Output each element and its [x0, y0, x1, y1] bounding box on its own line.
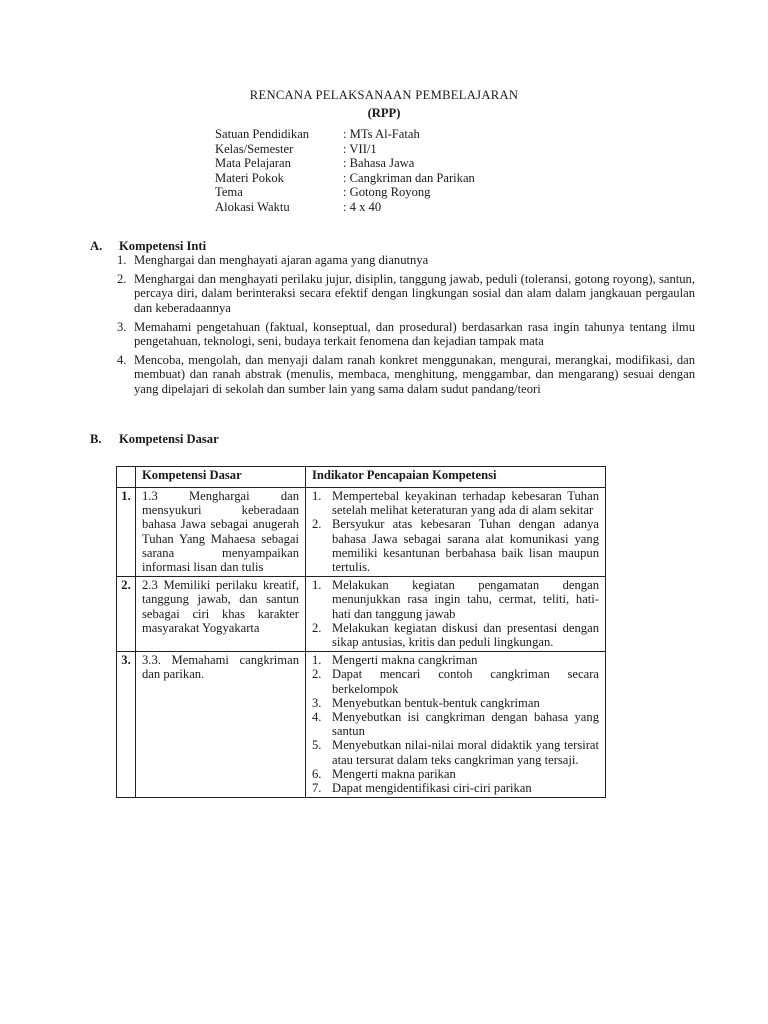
kd-cell: 3.3. Memahami cangkriman dan parikan. [136, 652, 306, 798]
identity-label: Materi Pokok [215, 170, 284, 185]
list-item [117, 253, 695, 267]
list-item [117, 353, 695, 396]
indicator-number: 2. [312, 620, 322, 635]
indicator-number: 5. [312, 738, 322, 753]
identity-value: : Gotong Royong [343, 185, 431, 199]
indicator-cell [306, 488, 606, 577]
indicator-number: 1. [312, 578, 322, 593]
indicator-number: 4. [312, 710, 322, 725]
identity-value: : MTs Al-Fatah [343, 127, 420, 141]
identity-row [215, 185, 475, 200]
indicator-text: Menyebutkan bentuk-bentuk cangkriman [332, 695, 540, 710]
indicator-item [312, 767, 599, 781]
indicator-text: Mempertebal keyakinan terhadap kebesaran Tuhan setelah melihat keteraturan yang ada di alam sekitar [332, 489, 599, 518]
indicator-number: 2. [312, 517, 322, 532]
list-item-text: Menghargai dan menghayati perilaku jujur, disiplin, tanggung jawab, peduli (toleransi, gotong royong), santun, percaya diri, dalam berinteraksi secara efektif dengan lingkungan sosial dan alam dalam jangkauan pergaulan dan keberadaannya [134, 271, 695, 315]
identity-row [215, 142, 475, 157]
indicator-text: Dapat mencari contoh cangkriman secara berkelompok [332, 667, 599, 696]
list-item-text: Memahami pengetahuan (faktual, konseptual, dan prosedural) berdasarkan rasa ingin tahunya tentang ilmu pengetahuan, teknologi, seni, budaya terkait fenomena dan kejadian tampak mata [134, 319, 695, 349]
table-header-cell-number [117, 467, 136, 488]
indicator-number: 6. [312, 766, 322, 781]
section-a-title: Kompetensi Inti [119, 239, 207, 253]
kompetensi-inti-list [117, 253, 695, 401]
indicator-text: Mengerti makna parikan [332, 766, 456, 781]
indicator-text: Mengerti makna cangkriman [332, 653, 478, 668]
list-item-number: 4. [117, 352, 127, 367]
table-header-row [117, 467, 606, 488]
identity-block [215, 127, 475, 214]
indicator-item [312, 696, 599, 710]
section-b-letter: B. [90, 432, 102, 446]
indicator-item [312, 667, 599, 695]
document-subtitle: (RPP) [367, 106, 401, 120]
list-item-number: 1. [117, 253, 127, 267]
indicator-number: 2. [312, 667, 322, 682]
identity-value: : 4 x 40 [343, 199, 382, 214]
indicator-item [312, 489, 599, 517]
identity-row [215, 200, 475, 215]
table-row [117, 488, 606, 577]
list-item-text: Menghargai dan menghayati ajaran agama yang dianutnya [134, 253, 429, 267]
row-number: 2. [117, 577, 136, 652]
indicator-text: Bersyukur atas kebesaran Tuhan dengan adanya bahasa Jawa sebagai sarana alat komunikasi yang memiliki kesantunan berbahasa baik lisan maupun tertulis. [332, 517, 599, 575]
indicator-item [312, 781, 599, 795]
indicator-text: Melakukan kegiatan diskusi dan presentasi dengan sikap antusias, kritis dan peduli lingkungan. [332, 620, 599, 650]
list-item [117, 320, 695, 349]
identity-label: Kelas/Semester [215, 141, 294, 156]
identity-label: Alokasi Waktu [215, 199, 290, 214]
indicator-number: 1. [312, 653, 322, 668]
section-a-letter: A. [90, 239, 103, 253]
identity-row [215, 156, 475, 171]
identity-label: Tema [215, 185, 243, 199]
indicator-text: Dapat mengidentifikasi ciri-ciri parikan [332, 781, 532, 796]
indicator-text: Menyebutkan nilai-nilai moral didaktik yang tersirat atau tersurat dalam teks cangkriman yang tersaji. [332, 738, 599, 767]
indicator-text: Melakukan kegiatan pengamatan dengan menunjukkan rasa ingin tahu, cermat, teliti, hati- hati dan tanggung jawab [332, 578, 599, 621]
identity-value: : Cangkriman dan Parikan [343, 170, 475, 185]
kd-cell: 1.3 Menghargai dan mensyukuri keberadaan bahasa Jawa sebagai anugerah Tuhan Yang Mahaesa sebagai sarana menyampaikan informasi lisan dan tulis [136, 488, 306, 577]
kd-cell: 2.3 Memiliki perilaku kreatif, tanggung jawab, dan santun sebagai ciri khas karakter masyarakat Yogyakarta [136, 577, 306, 652]
row-number: 1. [117, 488, 136, 577]
document-title: RENCANA PELAKSANAAN PEMBELAJARAN [249, 88, 519, 102]
indicator-text: Menyebutkan isi cangkriman dengan bahasa yang santun [332, 710, 599, 739]
list-item-text: Mencoba, mengolah, dan menyaji dalam ranah konkret menggunakan, mengurai, merangkai, modifikasi, dan membuat) dan ranah abstrak (menulis, membaca, menghitung, menggambar, dan mengarang) sesuai dengan yang dipelajari di sekolah dan sumber lain yang sama dalam sudut pandang/teori [134, 352, 695, 396]
table-header-cell-indicator: Indikator Pencapaian Kompetensi [306, 467, 606, 488]
indicator-item [312, 653, 599, 667]
list-item-number: 3. [117, 319, 127, 334]
indicator-number: 3. [312, 695, 322, 710]
list-item-number: 2. [117, 271, 127, 286]
section-a-heading [90, 239, 206, 253]
section-b-heading [90, 432, 219, 446]
table-row [117, 577, 606, 652]
indicator-cell [306, 652, 606, 798]
row-number: 3. [117, 652, 136, 798]
indicator-number: 7. [312, 781, 322, 796]
indicator-item [312, 738, 599, 766]
indicator-cell [306, 577, 606, 652]
identity-value: : Bahasa Jawa [343, 156, 415, 170]
indicator-item [312, 578, 599, 621]
indicator-item [312, 517, 599, 574]
table-row [117, 652, 606, 798]
section-b-title: Kompetensi Dasar [119, 432, 219, 446]
identity-row [215, 171, 475, 186]
indicator-number: 1. [312, 489, 322, 503]
indicator-item [312, 621, 599, 649]
list-item [117, 272, 695, 315]
identity-value: : VII/1 [343, 141, 377, 156]
identity-label: Satuan Pendidikan [215, 127, 310, 141]
indicator-item [312, 710, 599, 738]
table-header-cell-kd: Kompetensi Dasar [136, 467, 306, 488]
identity-label: Mata Pelajaran [215, 156, 291, 170]
kompetensi-dasar-table [116, 466, 606, 798]
identity-row [215, 127, 475, 142]
